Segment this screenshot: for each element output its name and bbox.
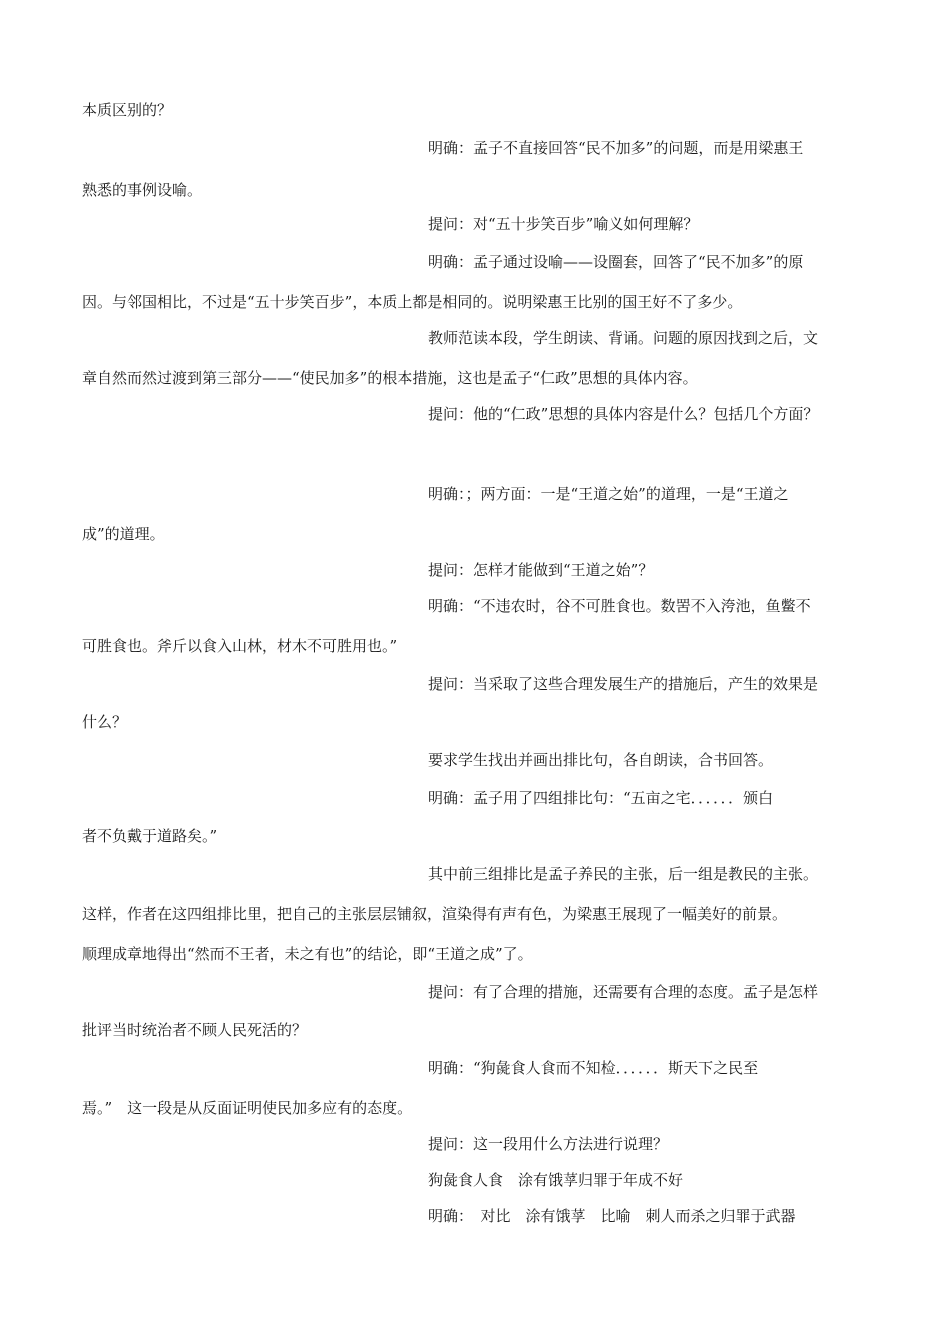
text-line: 提问：当采取了这些合理发展生产的措施后，产生的效果是	[428, 675, 819, 693]
text-line: 熟悉的事例设喻。	[82, 181, 203, 199]
text-line: 提问：怎样才能做到“王道之始”？	[428, 561, 654, 579]
text-line: 提问：他的“仁政”思想的具体内容是什么？包括几个方面？	[428, 405, 819, 423]
text-line: 什么？	[82, 713, 128, 731]
text-line: 教师范读本段，学生朗读、背诵。问题的原因找到之后，文	[428, 329, 819, 347]
text-line: 明确：孟子用了四组排比句：“五亩之宅．．．．．．颁白	[428, 789, 774, 807]
text-line: 成”的道理。	[82, 525, 165, 543]
text-line: 明确： 对比 涂有饿莩 比喻 刺人而杀之归罪于武器	[428, 1207, 796, 1225]
text-line: 可胜食也。斧斤以食入山林，材木不可胜用也。”	[82, 637, 398, 655]
text-line: 因。与邻国相比，不过是“五十步笑百步”，本质上都是相同的。说明梁惠王比别的国王好不了多少。	[82, 293, 743, 311]
text-line: 明确：“狗彘食人食而不知检．．．．．．斯天下之民至	[428, 1059, 759, 1077]
text-line: 提问：对“五十步笑百步”喻义如何理解？	[428, 215, 699, 233]
text-line: 其中前三组排比是孟子养民的主张，后一组是教民的主张。	[428, 865, 819, 883]
text-line: 要求学生找出并画出排比句，各自朗读，合书回答。	[428, 751, 774, 769]
text-line: 提问：这一段用什么方法进行说理？	[428, 1135, 669, 1153]
text-line: 明确：“不违农时，谷不可胜食也。数罟不入洿池，鱼鳖不	[428, 597, 811, 615]
text-line: 提问：有了合理的措施，还需要有合理的态度。孟子是怎样	[428, 983, 819, 1001]
text-line: 焉。” 这一段是从反面证明使民加多应有的态度。	[82, 1099, 413, 1117]
text-line: 本质区别的？	[82, 101, 173, 119]
text-line: 者不负戴于道路矣。”	[82, 827, 218, 845]
text-line: 章自然而然过渡到第三部分——“使民加多”的根本措施，这也是孟子“仁政”思想的具体内容。	[82, 369, 698, 387]
text-line: 明确：；两方面：一是“王道之始”的道理，一是“王道之	[428, 485, 789, 503]
text-line: 明确：孟子通过设喻——设圈套，回答了“民不加多”的原	[428, 253, 804, 271]
text-line: 明确：孟子不直接回答“民不加多”的问题，而是用梁惠王	[428, 139, 804, 157]
text-line: 这样，作者在这四组排比里，把自己的主张层层铺叙，渲染得有声有色，为梁惠王展现了一幅美好的前景。	[82, 905, 788, 923]
text-line: 狗彘食人食 涂有饿莩归罪于年成不好	[428, 1171, 684, 1189]
text-line: 顺理成章地得出“然而不王者，未之有也”的结论，即“王道之成”了。	[82, 945, 533, 963]
text-line: 批评当时统治者不顾人民死活的？	[82, 1021, 308, 1039]
